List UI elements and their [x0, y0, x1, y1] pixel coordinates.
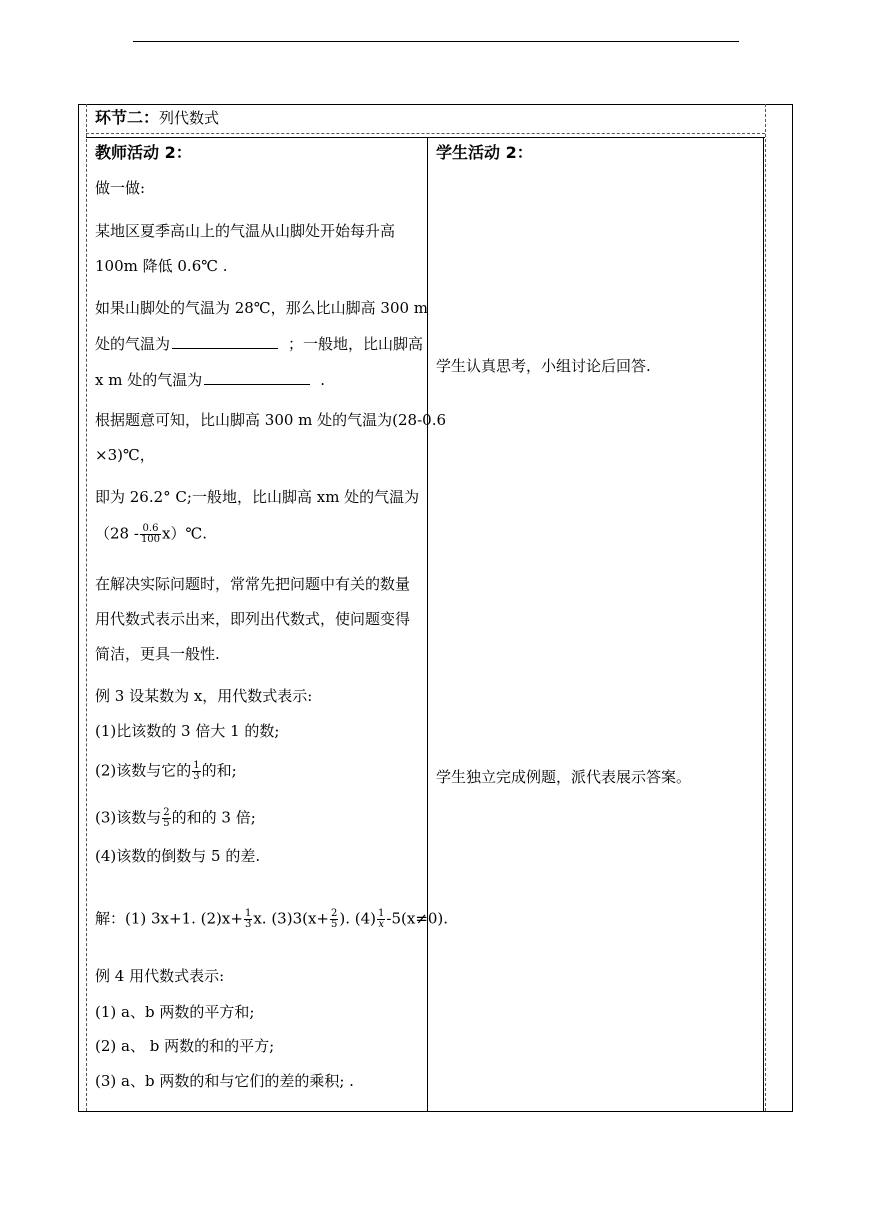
- fraction-numerator: 1: [193, 760, 200, 771]
- fraction-denominator: 100: [140, 534, 161, 545]
- fraction-denominator: 3: [244, 919, 252, 930]
- table-border-left: [78, 104, 79, 1112]
- summary-line-3: 简洁，更具一般性.: [95, 645, 220, 663]
- example-4-title: 例 4 用代数式表示:: [95, 967, 225, 985]
- example-3-solution: [95, 909, 448, 930]
- fraction-denominator: 5: [331, 919, 338, 930]
- problem-line-1: 某地区夏季高山上的气温从山脚处开始每升高: [95, 222, 396, 240]
- solution-text-c: ). (4): [339, 909, 377, 928]
- question-line-2: [95, 334, 423, 353]
- fraction-numerator: 0.6: [140, 524, 161, 535]
- fraction-denominator: 5: [163, 818, 170, 829]
- fraction-0.6-over-100: [140, 524, 161, 545]
- fraction-denominator: x: [378, 919, 385, 930]
- summary-line-1: 在解决实际问题时，常常先把问题中有关的数量: [95, 575, 411, 593]
- solution-text-b: x. (3)3(x+: [253, 909, 329, 928]
- right-column-line: [763, 137, 764, 1111]
- do-it-label: 做一做:: [95, 179, 146, 197]
- reasoning-line-1: 根据题意可知，比山脚高 300 m 处的气温为(28-0.6: [95, 411, 447, 429]
- example-3-title: 例 3 设某数为 x，用代数式表示:: [95, 687, 313, 705]
- summary-line-2: 用代数式表示出来，即列出代数式，使问题变得: [95, 610, 411, 628]
- fraction-numerator: 1: [378, 908, 385, 919]
- answer-blank-1[interactable]: [172, 334, 278, 349]
- fraction-1-over-3: [244, 909, 252, 930]
- question-text-c: x m 处的气温为: [95, 371, 203, 389]
- student-note-1: 学生认真思考，小组讨论后回答.: [436, 357, 651, 375]
- question-line-3: [95, 370, 325, 389]
- question-line-1: 如果山脚处的气温为 28℃，那么比山脚高 300 m: [95, 299, 429, 317]
- result-line-1: 即为 26.2° C;一般地，比山脚高 xm 处的气温为: [95, 488, 420, 506]
- table-border-right: [792, 104, 793, 1112]
- solution-text-d: -5(x≠0).: [386, 909, 449, 928]
- item-3-text-b: 的和的 3 倍;: [171, 808, 256, 827]
- item-2-text-a: (2)该数与它的: [95, 761, 192, 780]
- result-line-2: [95, 524, 207, 545]
- fraction-numerator: 1: [244, 908, 252, 919]
- header-rule: [133, 41, 739, 42]
- section-label: 环节二：: [95, 108, 160, 127]
- student-heading: 学生活动 2：: [436, 143, 533, 162]
- reasoning-line-2: ×3)℃，: [95, 446, 155, 464]
- section-header: [95, 109, 219, 127]
- example-3-item-1: (1)比该数的 3 倍大 1 的数;: [95, 722, 280, 740]
- answer-blank-2[interactable]: [204, 370, 310, 385]
- solution-text-a: 解：(1) 3x+1. (2)x+: [95, 909, 243, 928]
- fraction-numerator: 2: [331, 908, 338, 919]
- example-3-item-2: [95, 761, 237, 782]
- question-text-a: 处的气温为: [95, 335, 171, 353]
- fraction-denominator: 3: [193, 771, 200, 782]
- section-row-divider: [86, 133, 765, 134]
- example-4-item-3: (3) a、b 两数的和与它们的差的乘积; .: [95, 1072, 354, 1090]
- question-text-d: .: [320, 371, 326, 389]
- teacher-heading: 教师活动 2：: [95, 143, 192, 162]
- header-row-top: [86, 137, 765, 138]
- table-border-top: [78, 104, 792, 105]
- item-3-text-a: (3)该数与: [95, 808, 162, 827]
- fraction-1-over-x: [377, 909, 385, 930]
- column-divider: [427, 137, 428, 1111]
- inner-right-dashed-line: [765, 104, 766, 1111]
- fraction-numerator: 2: [163, 807, 170, 818]
- result-text-b: x）℃.: [162, 524, 208, 543]
- inner-left-dashed-line: [86, 104, 87, 1111]
- fraction-2-over-5: [162, 808, 170, 829]
- example-4-item-2: (2) a、 b 两数的和的平方;: [95, 1037, 275, 1055]
- question-text-b: ；一般地，比山脚高: [288, 335, 424, 353]
- table-border-bottom: [78, 1111, 792, 1112]
- fraction-2-over-5: [330, 909, 338, 930]
- problem-line-2: 100m 降低 0.6℃ .: [95, 257, 228, 275]
- example-3-item-4: (4)该数的倒数与 5 的差.: [95, 847, 261, 865]
- item-2-text-b: 的和;: [201, 761, 237, 780]
- fraction-1-over-3: [192, 761, 200, 782]
- example-3-item-3: [95, 808, 256, 829]
- result-text-a: （28 -: [95, 524, 139, 543]
- section-title: 列代数式: [159, 109, 220, 127]
- student-note-2: 学生独立完成例题，派代表展示答案。: [436, 768, 692, 786]
- example-4-item-1: (1) a、b 两数的平方和;: [95, 1003, 255, 1021]
